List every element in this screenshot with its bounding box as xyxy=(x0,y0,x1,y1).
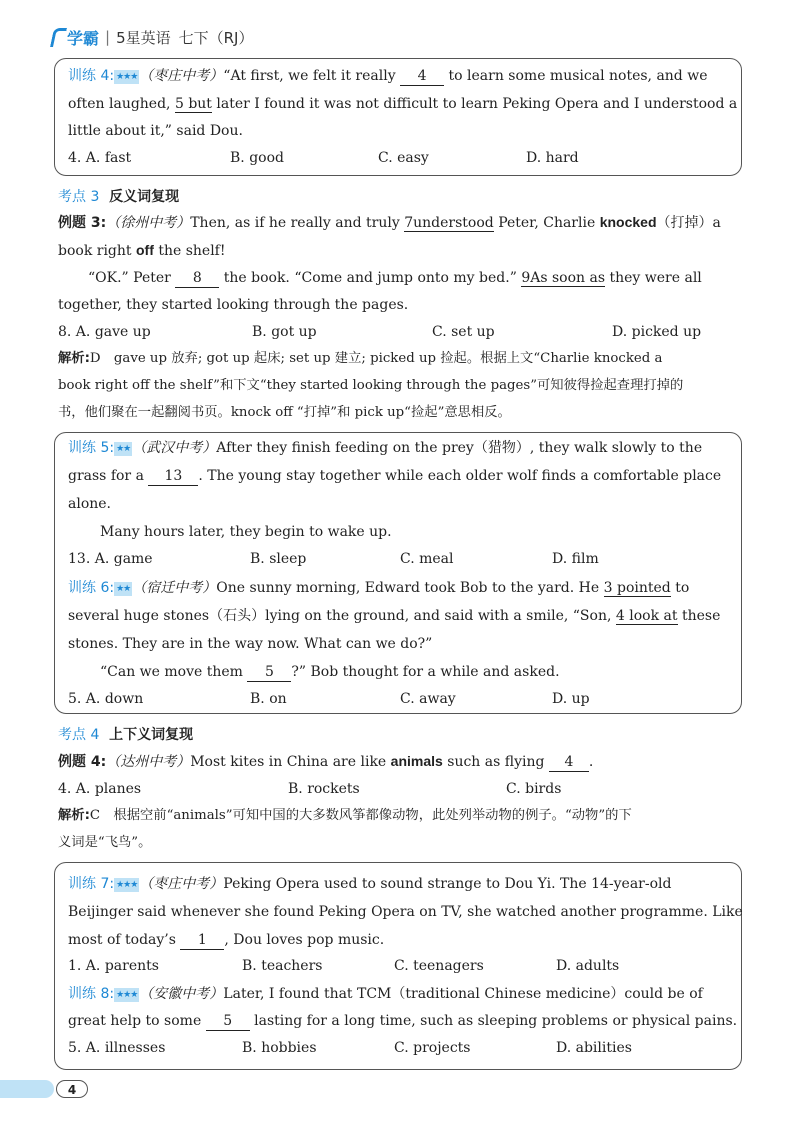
t6-text: several huge stones（石头）lying on the ground, and said with a smile, “Son, xyxy=(68,608,612,624)
option-c: C. meal xyxy=(400,551,454,567)
option-a: 4. A. planes xyxy=(58,781,142,797)
ex3-line-2 xyxy=(58,240,225,261)
ex3-answer-2: book right off the shelf”和下文“they started looking through the pages”可知彼得捡起查理打掉的 xyxy=(58,378,684,393)
star-rating-icon: ★★★ xyxy=(116,880,138,890)
page-number: 4 xyxy=(56,1080,88,1098)
ex4-answer-2: 义词是“飞鸟”。 xyxy=(58,835,152,850)
option-a: 1. A. parents xyxy=(68,958,159,974)
ex4-line-1 xyxy=(58,751,593,772)
underlined-cue: 3 pointed xyxy=(603,580,671,596)
t7-label: 训练 7: xyxy=(68,876,115,892)
option-b: B. rockets xyxy=(288,781,360,797)
option-d: D. picked up xyxy=(612,324,702,340)
option-d: D. up xyxy=(552,691,590,707)
option-a: 4. A. fast xyxy=(68,150,132,166)
logo-icon xyxy=(50,28,67,47)
underlined-cue: 7understood xyxy=(404,215,494,231)
ex3-answer-1 xyxy=(58,349,662,369)
section-number: 考点 4 xyxy=(58,727,100,743)
t5-text: After they finish feeding on the prey（猎物）, they walk slowly to the xyxy=(216,440,703,456)
t4-line-3: little about it,” said Dou. xyxy=(68,123,243,139)
section-heading-4 xyxy=(58,724,193,744)
answer-label: 解析: xyxy=(58,808,90,823)
t6-line-1 xyxy=(68,578,689,598)
t4-source: （枣庄中考） xyxy=(139,68,224,84)
t7-text: , Dou loves pop music. xyxy=(224,932,385,948)
t8-line-1 xyxy=(68,984,703,1004)
underlined-cue: 5 but xyxy=(174,96,212,112)
ex3-text: Peter, Charlie xyxy=(498,215,596,231)
blank-8: 8 xyxy=(175,269,219,288)
t6-text: One sunny morning, Edward took Bob to the yard. He xyxy=(216,580,600,596)
t5-text: grass for a xyxy=(68,468,144,484)
blank-4: 4 xyxy=(549,753,589,772)
t7-line-2: Beijinger said whenever she found Peking Opera on TV, she watched another programme. Like xyxy=(68,904,743,920)
t7-line-3 xyxy=(68,930,384,950)
ex3-line-4: together, they started looking through the pages. xyxy=(58,297,409,313)
option-b: B. good xyxy=(230,150,284,166)
t5-source: （武汉中考） xyxy=(132,440,217,456)
answer-text: D gave up 放弃; got up 起床; set up 建立; picked up 捡起。根据上文“Charlie knocked a xyxy=(89,351,663,366)
option-d: D. abilities xyxy=(556,1040,632,1056)
keyword: animals xyxy=(390,753,443,769)
t4-text: to learn some musical notes, and we xyxy=(448,68,708,84)
t6-source: （宿迁中考） xyxy=(132,580,217,596)
blank-4: 4 xyxy=(400,67,444,86)
star-rating-icon: ★★ xyxy=(116,444,131,454)
section-title: 上下义词复现 xyxy=(109,727,194,743)
series-title: 5星英语 xyxy=(116,28,171,47)
star-rating-icon: ★★★ xyxy=(116,990,138,1000)
t8-line-2 xyxy=(68,1011,737,1031)
ex3-text: book right xyxy=(58,243,132,259)
t7-source: （枣庄中考） xyxy=(139,876,224,892)
t4-text: often laughed, xyxy=(68,96,171,112)
ex3-text: the book. “Come and jump onto my bed.” xyxy=(223,270,517,286)
option-d: D. adults xyxy=(556,958,620,974)
t8-text: lasting for a long time, such as sleeping problems or physical pains. xyxy=(254,1013,738,1029)
ex4-answer-1 xyxy=(58,806,632,826)
option-b: B. got up xyxy=(252,324,317,340)
answer-text: C 根据空前“animals”可知中国的大多数风筝都像动物，此处列举动物的例子。“动物”的下 xyxy=(89,808,632,823)
ex4-text: . xyxy=(588,754,594,770)
ex3-line-3 xyxy=(88,268,702,288)
keyword: knocked xyxy=(599,214,657,230)
t6-label: 训练 6: xyxy=(68,580,115,596)
t5-line-3: alone. xyxy=(68,496,112,512)
ex4-source: （达州中考） xyxy=(106,754,191,770)
t5-line-1 xyxy=(68,438,702,458)
t6-text: these xyxy=(681,608,721,624)
t7-text: Peking Opera used to sound strange to Dou Yi. The 14-year-old xyxy=(223,876,672,892)
option-a: 5. A. illnesses xyxy=(68,1040,166,1056)
option-c: C. set up xyxy=(432,324,495,340)
ex4-text: Most kites in China are like xyxy=(190,754,387,770)
star-rating-icon: ★★★ xyxy=(116,72,138,82)
section-heading-3 xyxy=(58,186,179,206)
star-rating-icon: ★★ xyxy=(116,584,131,594)
underlined-cue: 4 look at xyxy=(615,608,678,624)
grade-label: 七下（RJ） xyxy=(178,28,254,47)
ex4-label: 例题 4: xyxy=(58,754,107,770)
underlined-cue: 9As soon as xyxy=(521,270,606,286)
t6-line-2 xyxy=(68,606,720,626)
ex3-text: （打掉）a xyxy=(656,215,721,231)
footer-accent-bar xyxy=(0,1080,54,1098)
answer-label: 解析: xyxy=(58,351,90,366)
blank-5: 5 xyxy=(247,663,291,682)
t6-text: to xyxy=(675,580,690,596)
option-c: C. easy xyxy=(378,150,429,166)
ex3-text: the shelf! xyxy=(158,243,226,259)
option-a: 5. A. down xyxy=(68,691,144,707)
ex3-text: “OK.” Peter xyxy=(88,270,171,286)
t8-text: great help to some xyxy=(68,1013,202,1029)
t5-label: 训练 5: xyxy=(68,440,115,456)
blank-5: 5 xyxy=(206,1012,250,1031)
t6-line-4 xyxy=(100,662,560,682)
blank-1: 1 xyxy=(180,931,224,950)
option-b: B. on xyxy=(250,691,287,707)
t5-text: . The young stay together while each older wolf finds a comfortable place xyxy=(198,468,722,484)
t4-text: “At first, we felt it really xyxy=(223,68,396,84)
ex3-text: Then, as if he really and truly xyxy=(190,215,400,231)
option-c: C. teenagers xyxy=(394,958,484,974)
ex3-label: 例题 3: xyxy=(58,215,107,231)
ex3-answer-3: 书，他们聚在一起翻阅书页。knock off “打掉”和 pick up“捡起”意思相反。 xyxy=(58,405,511,420)
t7-text: most of today’s xyxy=(68,932,176,948)
t6-text: ?” Bob thought for a while and asked. xyxy=(291,664,560,680)
keyword: off xyxy=(135,242,154,258)
option-a: 13. A. game xyxy=(68,551,153,567)
section-number: 考点 3 xyxy=(58,189,100,205)
t8-source: （安徽中考） xyxy=(139,986,224,1002)
option-a: 8. A. gave up xyxy=(58,324,151,340)
brand-logo xyxy=(52,26,99,49)
page-header: 学霸 | 5星英语 七下（RJ） xyxy=(52,26,253,48)
logo-text: 学霸 xyxy=(67,28,100,48)
ex4-text: such as flying xyxy=(447,754,545,770)
ex3-line-1 xyxy=(58,212,721,233)
t4-line-2 xyxy=(68,94,737,114)
t6-line-3: stones. They are in the way now. What can we do?” xyxy=(68,636,433,652)
t8-label: 训练 8: xyxy=(68,986,115,1002)
option-c: C. projects xyxy=(394,1040,471,1056)
t5-line-4: Many hours later, they begin to wake up. xyxy=(100,524,392,540)
option-c: C. birds xyxy=(506,781,562,797)
t8-text: Later, I found that TCM（traditional Chinese medicine）could be of xyxy=(223,986,703,1002)
t6-text: “Can we move them xyxy=(100,664,243,680)
option-b: B. teachers xyxy=(242,958,323,974)
option-d: D. film xyxy=(552,551,599,567)
t4-label: 训练 4: xyxy=(68,68,115,84)
ex3-source: （徐州中考） xyxy=(106,215,191,231)
option-b: B. sleep xyxy=(250,551,307,567)
option-d: D. hard xyxy=(526,150,579,166)
ex3-text: they were all xyxy=(609,270,702,286)
blank-13: 13 xyxy=(148,467,198,486)
section-title: 反义词复现 xyxy=(109,189,180,205)
t7-line-1 xyxy=(68,874,671,894)
option-c: C. away xyxy=(400,691,456,707)
option-b: B. hobbies xyxy=(242,1040,317,1056)
t5-line-2 xyxy=(68,466,721,486)
t4-line-1 xyxy=(68,66,707,86)
t4-text: later I found it was not difficult to learn Peking Opera and I understood a xyxy=(216,96,738,112)
